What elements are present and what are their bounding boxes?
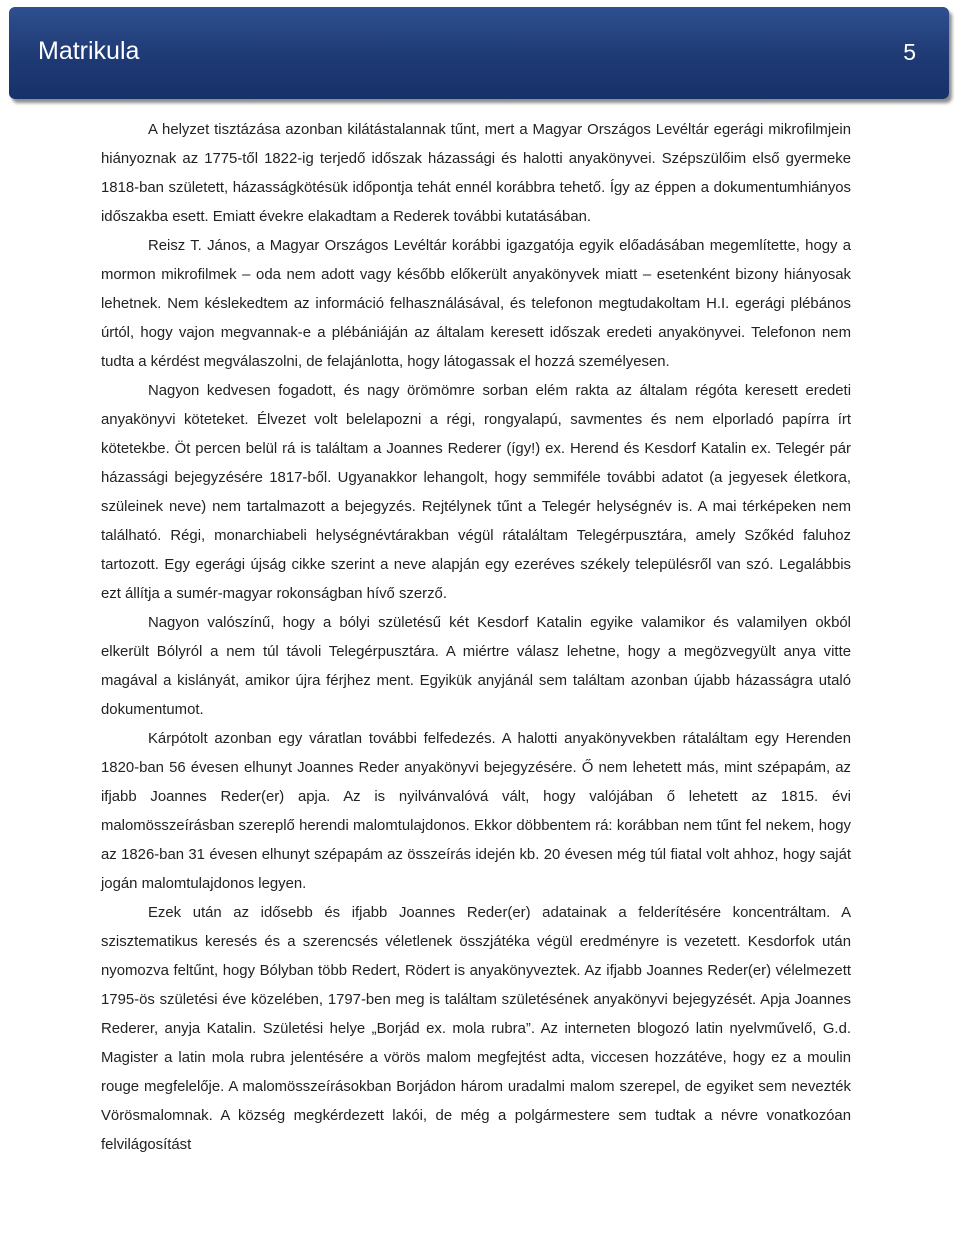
paragraph: Nagyon kedvesen fogadott, és nagy örömömre sorban elém rakta az általam régóta keresett eredeti anyakönyvi köteteket. Élvezet volt belelapozni a régi, rongyalapú, savmentes és nem elporladó papírra írt kötetekbe. Öt percen belül rá is találtam a Joannes Rederer (így!) ex. Herend és Kesdorf Katalin ex. Telegér pár házassági bejegyzésére 1817-ből. Ugyanakkor lehangolt, hogy semmiféle további adatot (a jegyesek életkora, szüleinek neve) nem tartalmazott a bejegyzés. Rejtélynek tűnt a Telegér helységnév is. A mai térképeken nem található. Régi, monarchiabeli helységnévtárakban végül rátaláltam Telegérpusztára, amely Szőkéd faluhoz tartozott. Egy egerági újság cikke szerint a neve alapján egy ezeréves székely településről van szó. Legalábbis ezt állítja a sumér-magyar rokonságban hívő szerző. [101,383,851,602]
body-text [101,116,851,1160]
paragraph: Reisz T. János, a Magyar Országos Levéltár korábbi igazgatója egyik előadásában megemlítette, hogy a mormon mikrofilmek – oda nem adott vagy később előkerült anyakönyvek miatt – esetenként bizony hiányosak lehetnek. Nem késlekedtem az információ felhasználásával, és telefonon megtudakoltam H.I. egerági plébános úrtól, hogy vajon megvannak-e a plébániáján az általam keresett időszak eredeti anyakönyvei. Telefonon nem tudta a kérdést megválaszolni, de felajánlotta, hogy látogassak el hozzá személyesen. [101,238,851,370]
page-header [9,7,949,99]
paragraph: Kárpótolt azonban egy váratlan további felfedezés. A halotti anyakönyvekben rátaláltam egy Herenden 1820-ban 56 évesen elhunyt Joannes Reder anyakönyvi bejegyzésére. Ő nem lehetett más, mint szépapám, az ifjabb Joannes Reder(er) apja. Az is nyilvánvalóvá vált, hogy valójában ő lehetett az 1815. évi malomösszeírásban szereplő herendi malomtulajdonos. Ekkor döbbentem rá: korábban nem tűnt fel nekem, hogy az 1826-ban 31 évesen elhunyt szépapám az összeírás idején kb. 20 évesen még túl fiatal volt ahhoz, hogy saját jogán malomtulajdonos legyen. [101,731,851,892]
paragraph: A helyzet tisztázása azonban kilátástalannak tűnt, mert a Magyar Országos Levéltár egerági mikrofilmjein hiányoznak az 1775-től 1822-ig terjedő időszak házassági és halotti anyakönyvei. Szépszülőim első gyermeke 1818-ban született, házasságkötésük időpontja tehát ennél korábbra tehető. Így az éppen a dokumentumhiányos időszakba esett. Emiatt évekre elakadtam a Rederek további kutatásában. [101,122,851,225]
page-title: Matrikula [38,37,140,65]
paragraph: Ezek után az idősebb és ifjabb Joannes Reder(er) adatainak a felderítésére koncentráltam. A szisztematikus keresés és a szerencsés véletlenek összjátéka végül eredményre is vezetett. Kesdorfok után nyomozva feltűnt, hogy Bólyban több Redert, Rödert is anyakönyveztek. Az ifjabb Joannes Reder(er) vélelmezett 1795-ös születési éve közelében, 1797-ben meg is találtam születésének anyakönyvi bejegyzését. Apja Joannes Rederer, anyja Katalin. Születési helye „Borjád ex. mola rubra”. Az interneten blogozó latin nyelvművelő, G.d. Magister a latin mola rubra jelentésére a vörös malom megfejtést adta, viccesen hozzátéve, hogy ez a moulin rouge megfelelője. A malomösszeírásokban Borjádon három uradalmi malom szerepel, de egyiket sem nevezték Vörösmalomnak. A község megkérdezett lakói, de még a polgármestere sem tudtak a névre vonatkozóan felvilágosítást [101,905,851,1153]
page-number: 5 [903,39,916,65]
paragraph: Nagyon valószínű, hogy a bólyi születésű két Kesdorf Katalin egyike valamikor és valamilyen okból elkerült Bólyról a nem túl távoli Telegérpusztára. A miértre válasz lehetne, hogy a megözvegyült anya vitte magával a kislányát, amikor újra férjhez ment. Egyikük anyjánál sem találtam azonban újabb házasságra utaló dokumentumot. [101,615,851,718]
